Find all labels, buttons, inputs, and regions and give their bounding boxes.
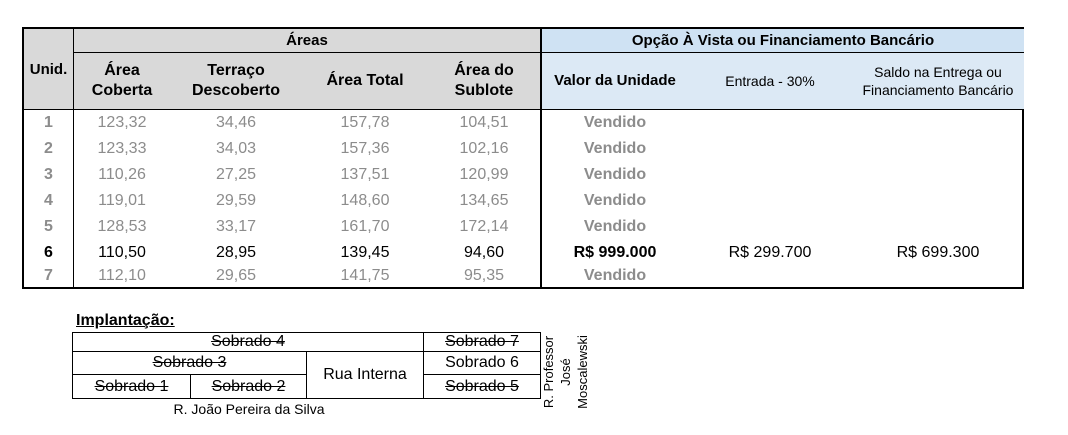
cell-unid: 7	[24, 263, 74, 289]
lot-sobrado-3: Sobrado 3	[73, 352, 306, 375]
cell-area-sublote: 172,14	[459, 218, 509, 235]
cell-area-coberta: 112,10	[98, 267, 146, 284]
cell-area-sublote: 120,99	[459, 166, 509, 183]
cell-area-total: 157,78	[340, 114, 390, 131]
col-header-saldo: Saldo na Entrega ou Financiamento Bancário	[852, 53, 1024, 109]
col-header-area-coberta: Área Coberta	[74, 53, 170, 109]
cell-area-coberta: 119,01	[98, 192, 146, 209]
cell-entrada	[688, 214, 852, 240]
cell-saldo	[852, 110, 1024, 136]
table-row	[24, 162, 1022, 188]
rua-interna: Rua Interna	[306, 352, 423, 398]
lot-sobrado-2: Sobrado 2	[190, 375, 306, 398]
cell-area-coberta: 128,53	[97, 218, 147, 235]
cell-area-coberta: 110,50	[98, 244, 146, 261]
cell-terraco: 34,03	[215, 140, 257, 157]
cell-entrada: R$ 299.700	[728, 244, 812, 261]
cell-valor: Vendido	[540, 188, 688, 214]
lot-sobrado-6: Sobrado 6	[423, 352, 540, 375]
cell-area-coberta: 123,33	[97, 140, 147, 157]
table-row	[24, 263, 1022, 289]
cell-area-total: 139,45	[340, 244, 390, 261]
cell-terraco: 27,25	[215, 166, 257, 183]
cell-entrada	[688, 263, 852, 289]
cell-terraco: 33,17	[215, 218, 257, 235]
col-header-entrada: Entrada - 30%	[688, 53, 852, 109]
table-row	[24, 188, 1022, 214]
cell-unid: 3	[24, 162, 74, 188]
cell-saldo	[852, 263, 1024, 289]
cell-area-sublote: 102,16	[459, 140, 509, 157]
group-header-payment: Opção À Vista ou Financiamento Bancário	[540, 29, 1024, 53]
cell-unid: 4	[24, 188, 74, 214]
cell-valor: Vendido	[540, 110, 688, 136]
lot-sobrado-4: Sobrado 4	[73, 333, 423, 352]
col-header-area-total: Área Total	[302, 53, 428, 109]
lot-sobrado-1: Sobrado 1	[94, 377, 169, 395]
street-label-bottom: R. João Pereira da Silva	[173, 401, 325, 417]
cell-unid: 2	[24, 136, 74, 162]
cell-valor: Vendido	[540, 136, 688, 162]
cell-terraco: 34,46	[215, 114, 257, 131]
cell-area-total: 137,51	[340, 166, 390, 183]
cell-area-total: 141,75	[340, 267, 390, 284]
group-header-areas: Áreas	[74, 29, 540, 53]
cell-saldo: R$ 699.300	[896, 244, 980, 261]
cell-entrada	[688, 188, 852, 214]
implantacao-title: Implantação:	[76, 312, 175, 329]
table-row	[24, 110, 1022, 136]
cell-saldo	[852, 162, 1024, 188]
cell-area-sublote: 104,51	[459, 114, 509, 131]
lot-sobrado-7: Sobrado 7	[423, 333, 540, 352]
table-row	[24, 136, 1022, 162]
cell-area-total: 148,60	[340, 192, 390, 209]
cell-saldo	[852, 136, 1024, 162]
lot-sobrado-5: Sobrado 5	[423, 375, 540, 398]
table-row	[24, 214, 1022, 240]
cell-area-sublote: 94,60	[463, 244, 505, 261]
cell-terraco: 28,95	[215, 244, 257, 261]
cell-saldo	[852, 214, 1024, 240]
cell-entrada	[688, 110, 852, 136]
street-label-side: R. Professor José Moscalewski	[541, 335, 590, 409]
cell-area-total: 157,36	[340, 140, 390, 157]
col-header-unid: Unid.	[24, 29, 74, 109]
cell-valor: Vendido	[540, 162, 688, 188]
cell-area-sublote: 134,65	[459, 192, 509, 209]
cell-area-coberta: 110,26	[98, 166, 146, 183]
cell-saldo	[852, 188, 1024, 214]
col-header-area-sublote: Área do Sublote	[428, 53, 540, 109]
cell-area-sublote: 95,35	[463, 267, 505, 284]
cell-valor: R$ 999.000	[540, 240, 688, 266]
cell-valor: Vendido	[540, 263, 688, 289]
cell-entrada	[688, 136, 852, 162]
units-table	[22, 27, 1024, 289]
cell-terraco: 29,59	[215, 192, 257, 209]
cell-unid: 6	[24, 240, 74, 266]
cell-entrada	[688, 162, 852, 188]
cell-terraco: 29,65	[215, 267, 257, 284]
cell-area-coberta: 123,32	[97, 114, 147, 131]
cell-valor: Vendido	[540, 214, 688, 240]
col-header-terraco: Terraço Descoberto	[170, 53, 302, 109]
cell-unid: 5	[24, 214, 74, 240]
cell-area-total: 161,70	[340, 218, 390, 235]
cell-unid: 1	[24, 110, 74, 136]
site-plan	[72, 332, 541, 399]
col-header-valor: Valor da Unidade	[540, 53, 688, 109]
